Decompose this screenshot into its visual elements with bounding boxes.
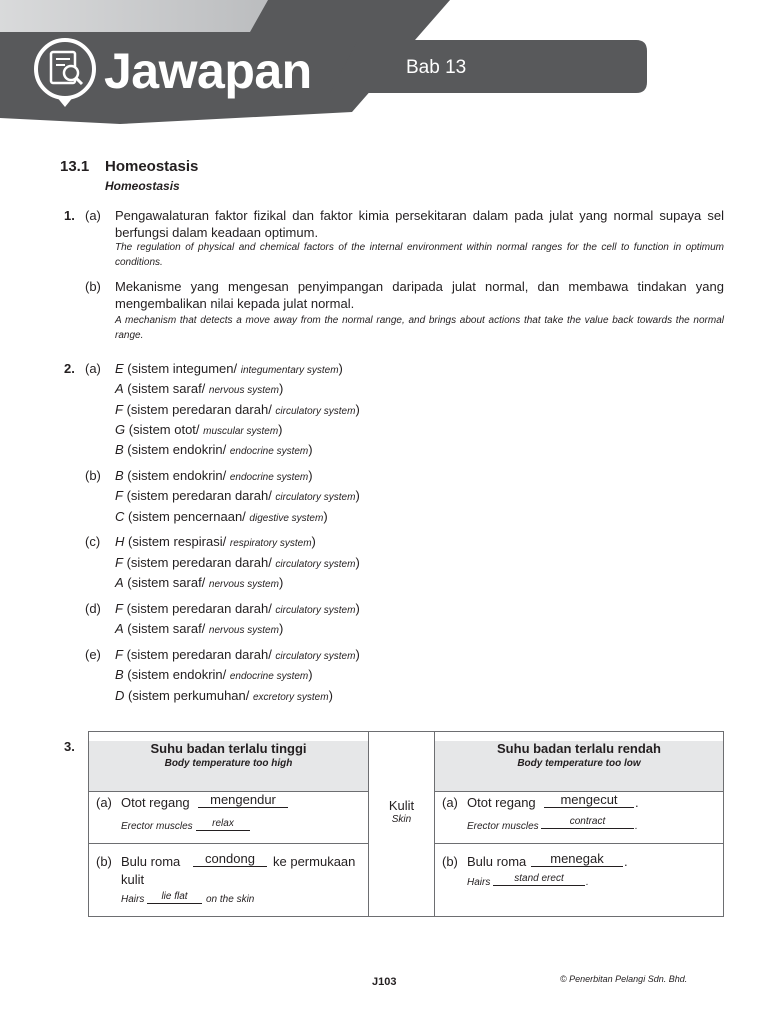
system-line	[115, 467, 313, 487]
part-label: (a)	[85, 208, 101, 223]
system-name: (sistem saraf/	[123, 381, 209, 397]
low-temperature-box	[434, 731, 724, 917]
question-number: 2.	[64, 361, 75, 376]
closing-paren: )	[355, 401, 360, 417]
header-banner	[0, 0, 768, 130]
answer-translation: A mechanism that detects a move away from the normal range, and brings about actions that take the value back towards the normal range.	[115, 315, 724, 341]
system-translation: circulatory system	[275, 650, 356, 662]
system-name: (sistem saraf/	[123, 621, 209, 637]
system-code: B	[115, 442, 124, 458]
document-search-icon	[32, 36, 98, 108]
system-line	[115, 554, 360, 574]
cell-text: kulit	[121, 872, 145, 887]
closing-paren: )	[323, 508, 328, 524]
system-name: (sistem peredaran darah/	[122, 600, 276, 616]
system-name: (sistem endokrin/	[123, 468, 230, 483]
system-line	[115, 574, 283, 594]
system-name: (sistem endokrin/	[123, 442, 230, 458]
system-name: (sistem peredaran darah/	[122, 488, 276, 504]
copyright-notice: © Penerbitan Pelangi Sdn. Bhd.	[560, 974, 688, 984]
system-code: H	[115, 534, 125, 550]
closing-paren: )	[355, 600, 360, 616]
answer-blank: mengecut	[544, 793, 634, 808]
high-temperature-title: Suhu badan terlalu tinggi	[150, 741, 307, 756]
system-name: (sistem integumen/	[123, 361, 241, 376]
system-translation: circulatory system	[275, 604, 356, 616]
answer-blank-translation: stand erect	[493, 873, 585, 886]
answer-translation: The regulation of physical and chemical factors of the internal environment within normal ranges for the cell to function in optimum conditions.	[115, 242, 724, 268]
answer-blank-translation: lie flat	[147, 891, 202, 904]
system-code: B	[115, 468, 124, 483]
system-code: D	[115, 687, 125, 703]
cell-translation: .	[635, 821, 638, 832]
closing-paren: )	[355, 554, 360, 570]
part-label: (a)	[442, 795, 458, 810]
closing-paren: )	[338, 361, 343, 376]
page-title: Jawapan	[104, 43, 312, 99]
section-heading	[60, 158, 198, 176]
system-code: E	[115, 361, 124, 376]
cell-translation: Hairs	[467, 877, 491, 888]
closing-paren: )	[328, 687, 333, 703]
system-code: F	[115, 646, 123, 662]
cell-text: Otot regang	[467, 795, 536, 810]
system-name: (sistem otot/	[125, 421, 204, 437]
closing-paren: )	[278, 621, 284, 637]
system-line	[115, 508, 328, 528]
system-translation: nervous system	[208, 625, 279, 637]
cell-translation: Erector muscles	[121, 821, 193, 832]
section-number: 13.1	[60, 158, 90, 175]
system-translation: nervous system	[208, 385, 279, 397]
closing-paren: )	[278, 381, 284, 397]
system-code: A	[115, 381, 124, 397]
system-line	[115, 380, 283, 400]
closing-paren: )	[308, 442, 313, 458]
cell-translation: Hairs	[121, 894, 145, 905]
chapter-label: Bab 13	[406, 57, 467, 78]
system-code: F	[115, 600, 123, 616]
system-line	[115, 441, 313, 461]
cell-text: ke permukaan	[273, 854, 356, 869]
system-translation: respiratory system	[229, 538, 312, 550]
low-temperature-header	[435, 741, 723, 792]
system-translation: nervous system	[208, 579, 279, 590]
system-line	[115, 487, 360, 507]
answer-blank-translation: relax	[196, 818, 250, 831]
system-name: (sistem respirasi/	[124, 534, 230, 550]
answer-text: Pengawalaturan faktor fizikal dan faktor kimia persekitaran dalam pada julat yang normal supaya sel berfungsi dalam keadaan optimum.	[115, 208, 724, 240]
part-label: (e)	[85, 646, 101, 662]
closing-paren: )	[278, 575, 284, 590]
system-line	[115, 360, 343, 380]
system-code: F	[115, 554, 123, 570]
system-translation: circulatory system	[275, 405, 356, 417]
cell-text: Bulu roma	[467, 854, 527, 869]
system-translation: integumentary system	[240, 365, 339, 376]
system-translation: muscular system	[203, 425, 279, 437]
high-temperature-subtitle: Body temperature too high	[164, 758, 293, 769]
cell-text: Otot regang	[121, 795, 190, 810]
system-code: C	[115, 508, 125, 524]
page-number: J103	[372, 976, 397, 988]
system-code: F	[115, 401, 123, 417]
part-label: (d)	[85, 600, 101, 616]
system-name: (sistem peredaran darah/	[122, 401, 276, 417]
answer-blank: mengendur	[198, 793, 288, 808]
closing-paren: )	[355, 646, 360, 662]
question-number: 1.	[64, 208, 75, 223]
system-name: (sistem peredaran darah/	[122, 646, 276, 662]
high-temperature-header	[89, 741, 368, 792]
system-code: A	[115, 575, 124, 590]
closing-paren: )	[311, 534, 316, 550]
system-line	[115, 687, 333, 707]
system-translation: excretory system	[253, 691, 329, 703]
question-number: 3.	[64, 739, 75, 754]
part-label: (b)	[85, 279, 101, 294]
cell-text: Bulu roma	[121, 854, 181, 869]
system-translation: endocrine system	[229, 446, 309, 458]
system-line	[115, 620, 283, 640]
system-line	[115, 646, 360, 666]
closing-paren: )	[308, 468, 313, 483]
system-translation: circulatory system	[275, 492, 356, 504]
closing-paren: )	[308, 667, 313, 683]
system-name: (sistem perkumuhan/	[124, 687, 253, 703]
system-translation: endocrine system	[229, 472, 309, 483]
system-line	[115, 666, 313, 686]
system-translation: circulatory system	[275, 558, 356, 570]
skin-label: Kulit	[388, 798, 415, 813]
section-subtitle: Homeostasis	[105, 179, 180, 193]
part-label: (a)	[96, 795, 112, 810]
system-name: (sistem endokrin/	[123, 667, 230, 683]
low-temperature-title: Suhu badan terlalu rendah	[497, 741, 661, 756]
system-line	[115, 533, 316, 553]
part-label: (a)	[85, 361, 101, 376]
system-translation: endocrine system	[229, 671, 309, 683]
part-label: (b)	[442, 854, 458, 869]
system-translation: digestive system	[249, 512, 324, 524]
low-temperature-subtitle: Body temperature too low	[517, 758, 641, 769]
system-code: F	[115, 488, 123, 504]
system-name: (sistem peredaran darah/	[122, 554, 276, 570]
cell-translation: .	[586, 877, 589, 888]
system-name: (sistem saraf/	[123, 575, 209, 590]
row-divider	[89, 843, 368, 844]
high-temperature-box	[88, 731, 369, 917]
system-code: G	[115, 421, 126, 437]
system-code: B	[115, 667, 124, 683]
row-divider	[435, 843, 723, 844]
section-title: Homeostasis	[105, 158, 199, 175]
system-line	[115, 401, 360, 421]
system-name: (sistem pencernaan/	[124, 508, 250, 524]
skin-box	[368, 731, 435, 917]
answer-blank: condong	[193, 852, 267, 867]
system-code: A	[115, 621, 124, 637]
closing-paren: )	[278, 421, 283, 437]
part-label: (c)	[85, 534, 101, 550]
cell-text: .	[635, 795, 639, 810]
system-line	[115, 600, 360, 620]
system-line	[115, 421, 283, 441]
answer-blank-translation: contract	[541, 816, 634, 829]
answer-blank: menegak	[531, 852, 623, 867]
answer-text: Mekanisme yang mengesan penyimpangan daripada julat normal, dan membawa tindakan yang mengembalikan nilai kepada julat normal.	[115, 279, 724, 311]
part-label: (b)	[96, 854, 112, 869]
closing-paren: )	[355, 488, 360, 504]
part-label: (b)	[85, 468, 101, 483]
cell-translation: on the skin	[206, 894, 255, 905]
cell-translation: Erector muscles	[467, 821, 539, 832]
skin-sublabel: Skin	[391, 814, 412, 825]
cell-text: .	[624, 854, 628, 869]
